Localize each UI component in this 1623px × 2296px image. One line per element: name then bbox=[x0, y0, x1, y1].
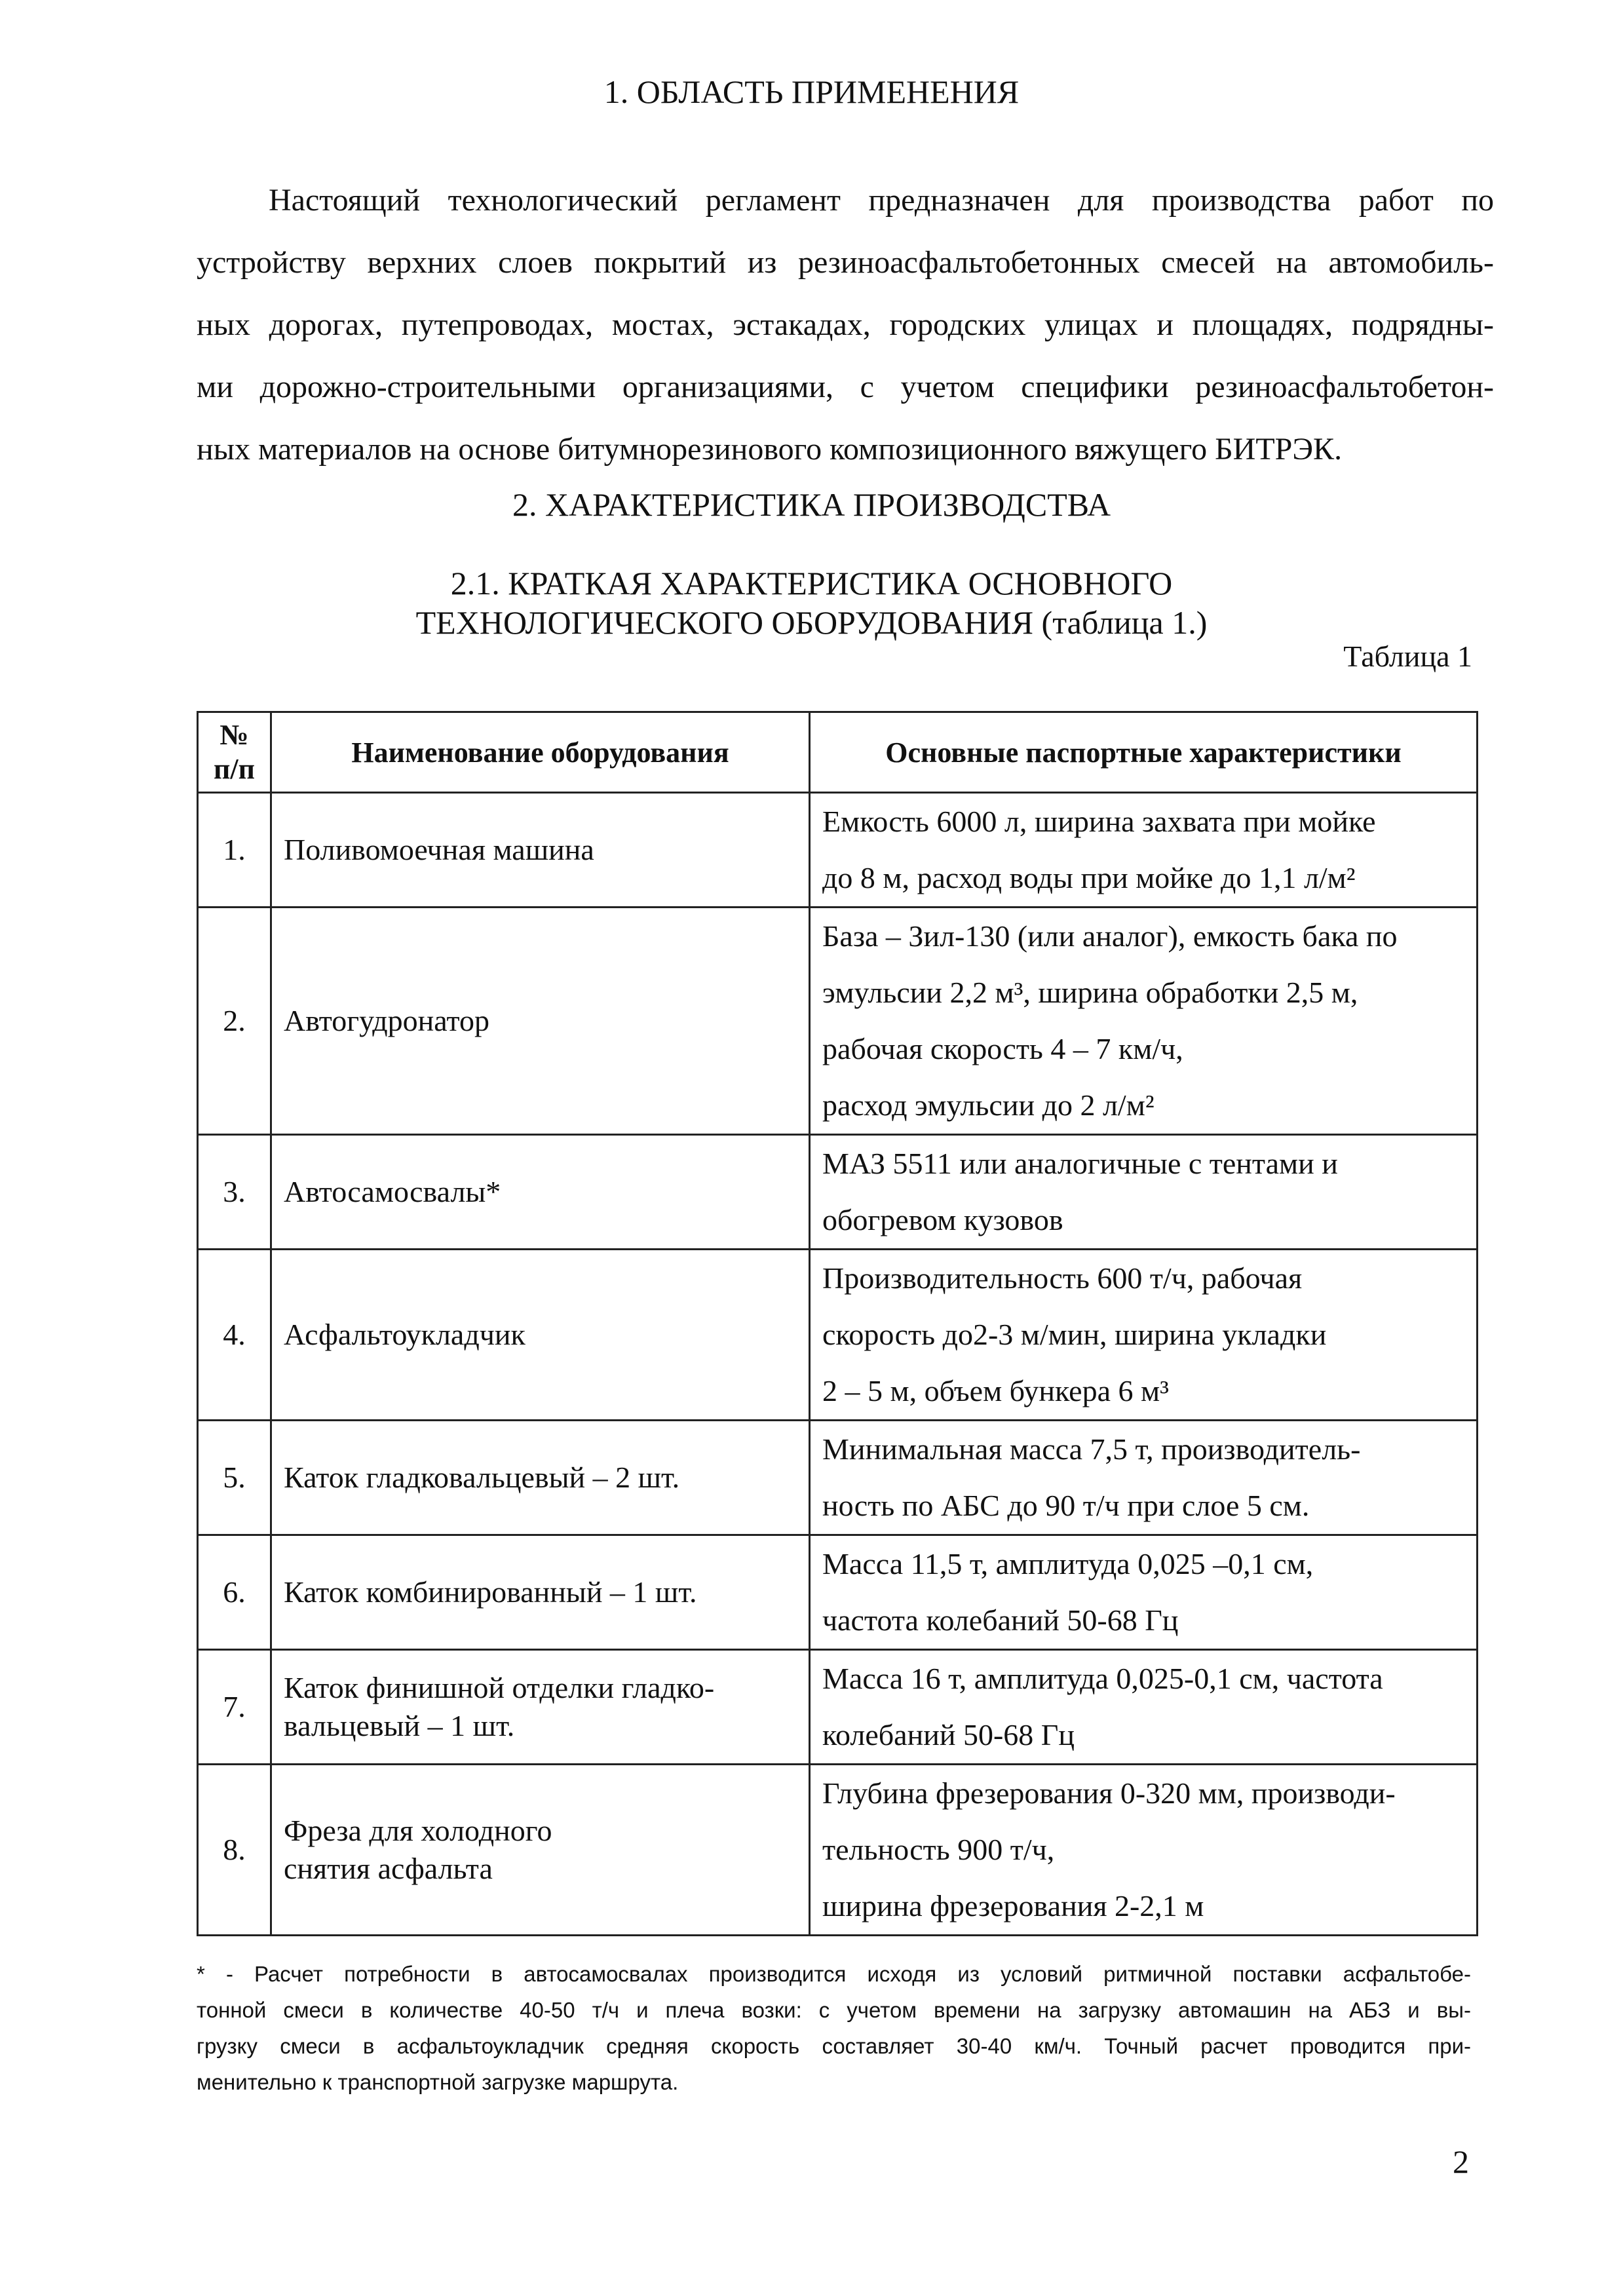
specification-line: до 8 м, расход воды при мойке до 1,1 л/м² bbox=[822, 861, 1356, 894]
section-1-title: 1. ОБЛАСТЬ ПРИМЕНЕНИЯ bbox=[603, 73, 1020, 110]
page-number: 2 bbox=[1453, 2143, 1469, 2180]
table-row bbox=[198, 908, 1478, 1135]
specification-line: Масса 16 т, амплитуда 0,025-0,1 см, частота bbox=[822, 1662, 1383, 1695]
paragraph-line: устройству верхних слоев покрытий из резиноасфальтобетонных смесей на автомобиль- bbox=[197, 245, 1494, 280]
section-1-paragraph bbox=[197, 169, 1494, 480]
equipment-name-line: снятия асфальта bbox=[284, 1852, 493, 1885]
footnote bbox=[197, 1956, 1471, 2100]
equipment-name bbox=[271, 1250, 810, 1421]
paragraph-line: ных материалов на основе битумнорезинового композиционного вяжущего БИТРЭК. bbox=[197, 432, 1343, 467]
table-row bbox=[198, 1135, 1478, 1250]
specification-line: рабочая скорость 4 – 7 км/ч, bbox=[822, 1032, 1183, 1065]
equipment-specifications bbox=[810, 1421, 1478, 1535]
equipment-specifications bbox=[810, 908, 1478, 1135]
header-specifications: Основные паспортные характеристики bbox=[810, 712, 1478, 793]
subtitle-line-1: 2.1. КРАТКАЯ ХАРАКТЕРИСТИКА ОСНОВНОГО bbox=[450, 565, 1173, 602]
paragraph-line: ных дорогах, путепроводах, мостах, эстакадах, городских улицах и площадях, подрядны- bbox=[197, 307, 1494, 342]
specification-line: МАЗ 5511 или аналогичные с тентами и bbox=[822, 1147, 1338, 1180]
row-number: 6. bbox=[198, 1535, 271, 1650]
footnote-line: грузку смеси в асфальтоукладчик средняя скорость составляет 30-40 км/ч. Точный расчет проводится при- bbox=[197, 2034, 1471, 2058]
header-number-line-2: п/п bbox=[214, 753, 255, 785]
specification-line: частота колебаний 50-68 Гц bbox=[822, 1603, 1179, 1637]
table-row bbox=[198, 1421, 1478, 1535]
equipment-specifications bbox=[810, 1135, 1478, 1250]
table-row bbox=[198, 1250, 1478, 1421]
equipment-name bbox=[271, 1535, 810, 1650]
table-body bbox=[198, 793, 1478, 1936]
footnote-line: тонной смеси в количестве 40-50 т/ч и плеча возки: с учетом времени на загрузку автомашин на АБЗ и вы- bbox=[197, 1998, 1471, 2022]
equipment-name-line: Фреза для холодного bbox=[284, 1814, 552, 1847]
specification-line: ность по АБС до 90 т/ч при слое 5 см. bbox=[822, 1489, 1310, 1522]
row-number: 7. bbox=[198, 1650, 271, 1765]
subtitle-line-2: ТЕХНОЛОГИЧЕСКОГО ОБОРУДОВАНИЯ (таблица 1.) bbox=[415, 604, 1208, 641]
paragraph-line: ми дорожно-строительными организациями, с учетом специфики резиноасфальтобетон- bbox=[197, 370, 1494, 404]
specification-line: тельность 900 т/ч, bbox=[822, 1833, 1055, 1866]
equipment-name bbox=[271, 793, 810, 908]
section-2-1-subtitle bbox=[0, 564, 1623, 642]
equipment-name-line: Автосамосвалы* bbox=[284, 1175, 501, 1208]
equipment-specifications bbox=[810, 1535, 1478, 1650]
specification-line: Глубина фрезерования 0-320 мм, производи- bbox=[822, 1776, 1396, 1810]
footnote-line: * - Расчет потребности в автосамосвалах производится исходя из условий ритмичной поставки асфальтобе- bbox=[197, 1962, 1471, 1986]
equipment-name bbox=[271, 1421, 810, 1535]
specification-line: эмульсии 2,2 м³, ширина обработки 2,5 м, bbox=[822, 976, 1358, 1009]
row-number: 2. bbox=[198, 908, 271, 1135]
specification-line: расход эмульсии до 2 л/м² bbox=[822, 1088, 1155, 1122]
specification-line: 2 – 5 м, объем бункера 6 м³ bbox=[822, 1374, 1169, 1407]
row-number: 5. bbox=[198, 1421, 271, 1535]
row-number: 4. bbox=[198, 1250, 271, 1421]
row-number: 3. bbox=[198, 1135, 271, 1250]
table-row bbox=[198, 793, 1478, 908]
equipment-specifications bbox=[810, 1250, 1478, 1421]
equipment-name-line: Асфальтоукладчик bbox=[284, 1318, 525, 1351]
equipment-name bbox=[271, 1765, 810, 1936]
table-row bbox=[198, 1535, 1478, 1650]
specification-line: Производительность 600 т/ч, рабочая bbox=[822, 1261, 1303, 1295]
row-number: 1. bbox=[198, 793, 271, 908]
table-row bbox=[198, 1765, 1478, 1936]
equipment-specifications bbox=[810, 1765, 1478, 1936]
equipment-name bbox=[271, 1135, 810, 1250]
specification-line: Емкость 6000 л, ширина захвата при мойке bbox=[822, 805, 1376, 838]
row-number: 8. bbox=[198, 1765, 271, 1936]
header-number-line-1: № bbox=[220, 719, 249, 751]
specification-line: колебаний 50-68 Гц bbox=[822, 1718, 1075, 1751]
equipment-name bbox=[271, 908, 810, 1135]
header-equipment-name: Наименование оборудования bbox=[271, 712, 810, 793]
specification-line: ширина фрезерования 2-2,1 м bbox=[822, 1889, 1204, 1923]
header-number bbox=[198, 712, 271, 793]
section-2-title: 2. ХАРАКТЕРИСТИКА ПРОИЗВОДСТВА bbox=[512, 486, 1111, 523]
equipment-table bbox=[197, 711, 1478, 1936]
specification-line: Масса 11,5 т, амплитуда 0,025 –0,1 см, bbox=[822, 1547, 1314, 1580]
equipment-name-line: Автогудронатор bbox=[284, 1004, 490, 1037]
specification-line: скорость до2-3 м/мин, ширина укладки bbox=[822, 1318, 1327, 1351]
equipment-name-line: Поливомоечная машина bbox=[284, 833, 594, 866]
equipment-name-line: вальцевый – 1 шт. bbox=[284, 1709, 515, 1742]
equipment-name-line: Каток гладковальцевый – 2 шт. bbox=[284, 1461, 680, 1494]
equipment-name bbox=[271, 1650, 810, 1765]
equipment-specifications bbox=[810, 793, 1478, 908]
table-caption: Таблица 1 bbox=[1343, 640, 1472, 673]
equipment-specifications bbox=[810, 1650, 1478, 1765]
equipment-name-line: Каток комбинированный – 1 шт. bbox=[284, 1575, 697, 1609]
equipment-name-line: Каток финишной отделки гладко- bbox=[284, 1671, 715, 1704]
table-row bbox=[198, 1650, 1478, 1765]
specification-line: Минимальная масса 7,5 т, производитель- bbox=[822, 1432, 1361, 1466]
paragraph-line: Настоящий технологический регламент предназначен для производства работ по bbox=[269, 183, 1494, 218]
specification-line: обогревом кузовов bbox=[822, 1203, 1063, 1236]
table-header-row bbox=[198, 712, 1478, 793]
footnote-line: менительно к транспортной загрузке маршрута. bbox=[197, 2070, 679, 2094]
specification-line: База – Зил-130 (или аналог), емкость бака по bbox=[822, 919, 1398, 953]
